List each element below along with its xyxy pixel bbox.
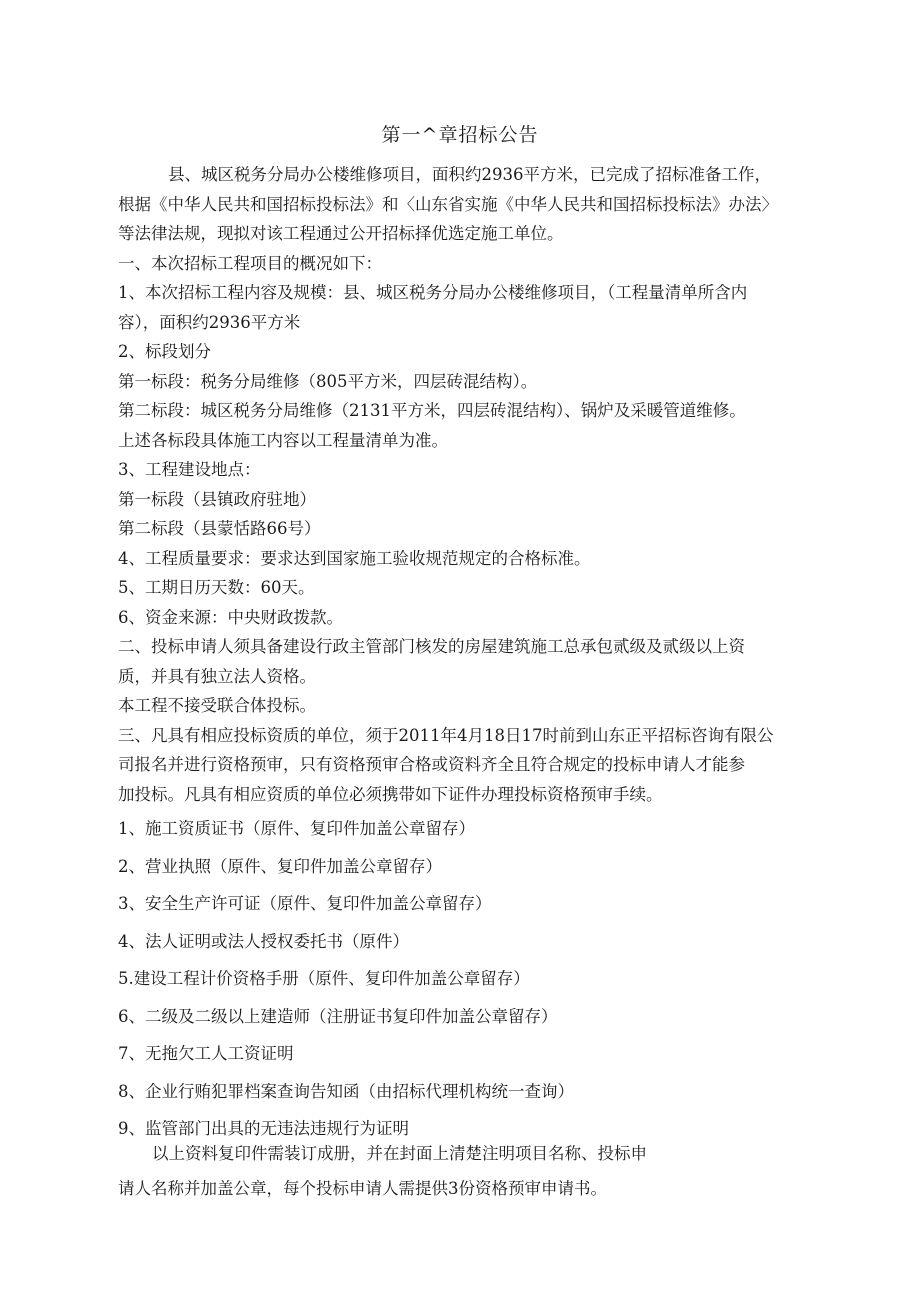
closing-line: 以上资料复印件需装订成册，并在封面上清楚注明项目名称、投标申	[152, 1144, 647, 1163]
intro-line: 根据《中华人民共和国招标投标法》和〈山东省实施《中华人民共和国招标投标法》办法〉	[118, 194, 778, 214]
list-item: 8、企业行贿犯罪档案查询告知函（由招标代理机构统一查询）	[118, 1081, 574, 1101]
body-line: 第一标段：税务分局维修（805平方米，四层砖混结构）。	[118, 371, 538, 391]
intro-line: 等法律法规，现拟对该工程通过公开招标择优选定施工单位。	[118, 224, 564, 243]
body-line: 司报名并进行资格预审，只有资格预审合格或资料齐全且符合规定的投标申请人才能参	[118, 755, 745, 774]
body-line: 5、工期日历天数：60天。	[118, 578, 315, 597]
section-heading: 一、本次招标工程项目的概况如下：	[118, 253, 382, 273]
announcement-body	[118, 160, 846, 809]
intro-line: 县、城区税务分局办公楼维修项目，面积约2936平方米，已完成了招标准备工作，	[168, 165, 771, 184]
list-item: 3、安全生产许可证（原件、复印件加盖公章留存）	[118, 894, 492, 913]
body-line: 6、资金来源：中央财政拨款。	[118, 607, 343, 627]
list-item: 4、法人证明或法人授权委托书（原件）	[118, 931, 409, 951]
body-line: 上述各标段具体施工内容以工程量清单为准。	[118, 430, 448, 450]
body-line: 2、标段划分	[118, 342, 211, 361]
section-heading: 二、投标申请人须具备建设行政主管部门核发的房屋建筑施工总承包贰级及贰级以上资	[118, 637, 745, 656]
body-line: 第二标段（县蒙恬路66号）	[118, 519, 321, 538]
body-line: 质，并具有独立法人资格。	[118, 666, 316, 686]
list-item: 6、二级及二级以上建造师（注册证书复印件加盖公章留存）	[118, 1006, 558, 1026]
body-line: 本工程不接受联合体投标。	[118, 696, 316, 715]
page-title: 第一^章招标公告	[381, 124, 539, 146]
list-item: 2、营业执照（原件、复印件加盖公章留存）	[118, 856, 442, 876]
body-line: 4、工程质量要求：要求达到国家施工验收规范规定的合格标准。	[118, 548, 591, 568]
body-line: 3、工程建设地点：	[118, 460, 261, 479]
required-documents-list	[118, 810, 846, 1148]
body-line: 1、本次招标工程内容及规模：县、城区税务分局办公楼维修项目，（工程量清单所含内	[118, 283, 748, 302]
list-item: 1、施工资质证书（原件、复印件加盖公章留存）	[118, 819, 475, 838]
closing-line: 请人名称并加盖公章，每个投标申请人需提供3份资格预审申请书。	[118, 1179, 607, 1198]
body-line: 容），面积约2936平方米	[118, 312, 301, 332]
body-line: 第二标段：城区税务分局维修（2131平方米，四层砖混结构）、锅炉及采暖管道维修。	[118, 401, 746, 420]
section-heading: 三、凡具有相应投标资质的单位，须于2011年4月18日17时前到山东正平招标咨询有限公	[118, 725, 774, 745]
list-item: 5.建设工程计价资格手册（原件、复印件加盖公章留存）	[118, 969, 530, 988]
body-line: 加投标。凡具有相应资质的单位必须携带如下证件办理投标资格预审手续。	[118, 784, 663, 804]
list-item: 7、无拖欠工人工资证明	[118, 1044, 294, 1063]
closing-paragraph	[118, 1136, 846, 1206]
list-item: 9、监管部门出具的无违法违规行为证明	[118, 1119, 409, 1138]
body-line: 第一标段（县镇政府驻地）	[118, 489, 316, 509]
